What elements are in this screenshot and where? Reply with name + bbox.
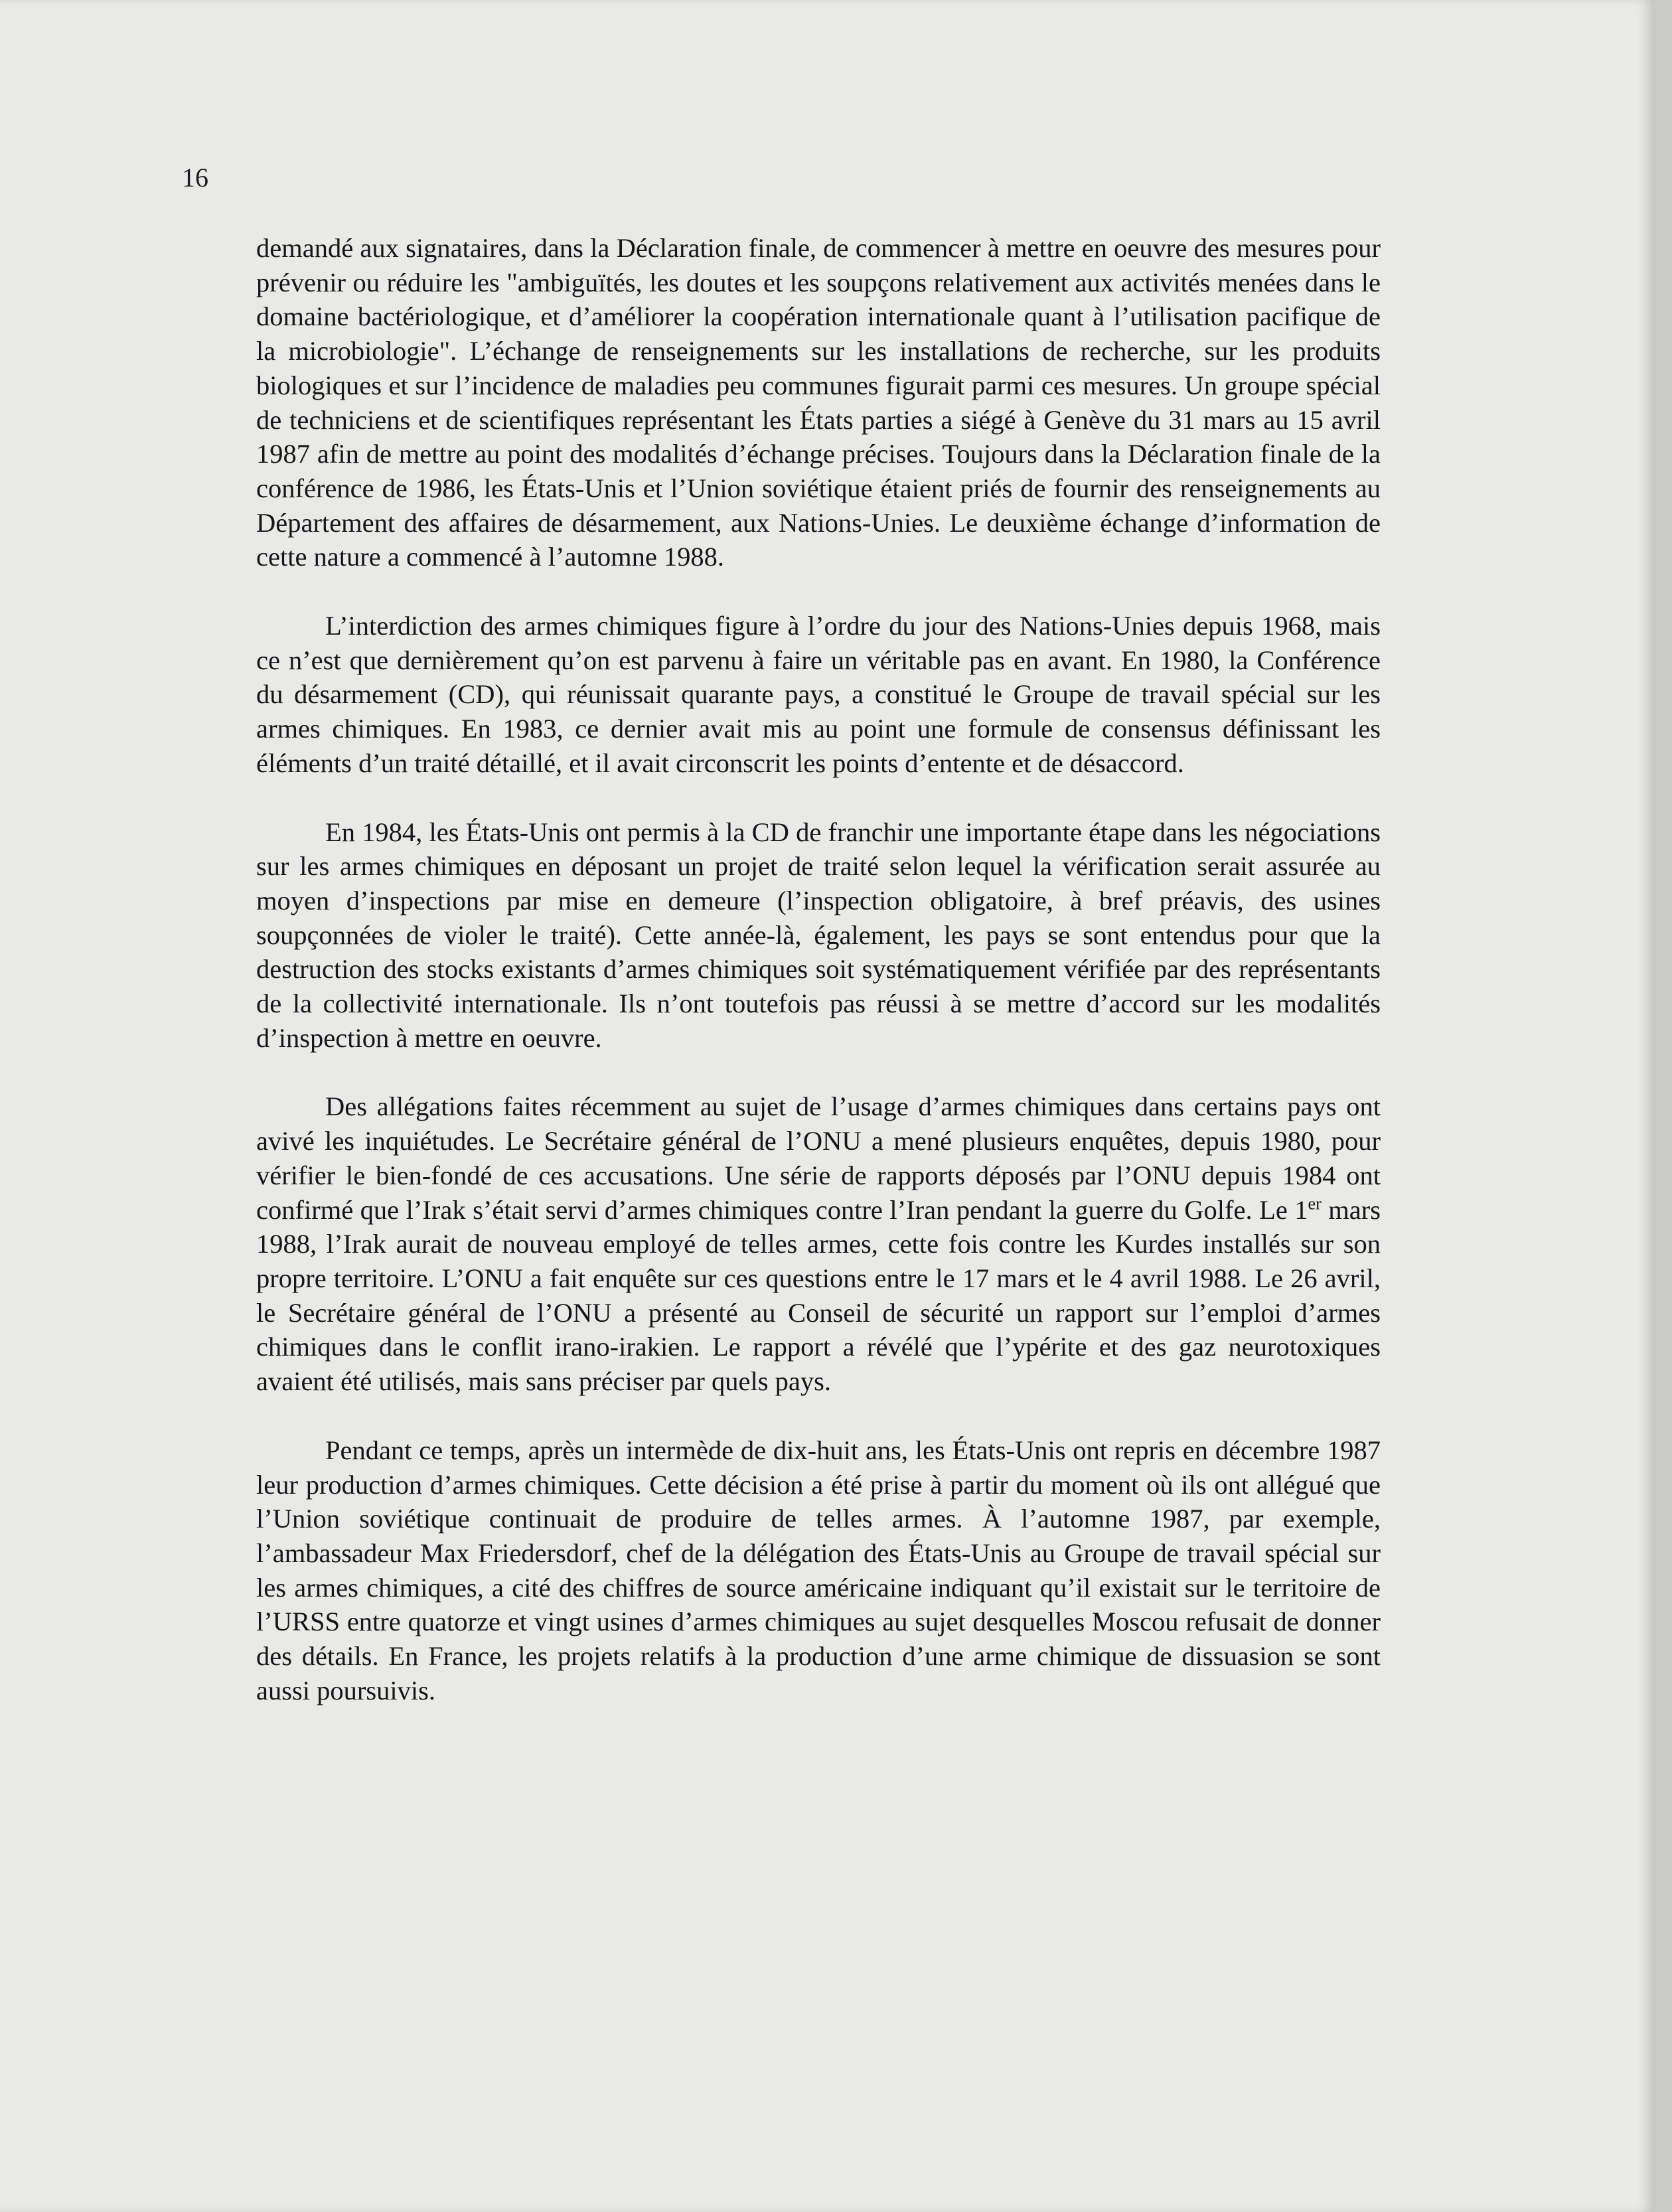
- paragraph-4-text-before: Des allégations faites récemment au sujet de l’usage d’armes chimiques dans certains pays ont avivé les inquiétudes. Le Secrétaire général de l’ONU a mené plusieurs enquêtes, depuis 1980, pour vérifier le bien-fondé de ces accusations. Une série de rapports déposés par l’ONU depuis 1984 ont confirmé que l’Irak s’était servi d’armes chimiques contre l’Iran pendant la guerre du Golfe. Le 1: [256, 1091, 1381, 1225]
- paragraph-4-text-after: mars 1988, l’Irak aurait de nouveau employé de telles armes, cette fois contre les Kurdes installés sur son propre territoire. L’ONU a fait enquête sur ces questions entre le 17 mars et le 4 avril 1988. Le 26 avril, le Secrétaire général de l’ONU a présenté au Conseil de sécurité un rapport sur l’emploi d’armes chimiques dans le conflit irano-irakien. Le rapport a révélé que l’ypérite et des gaz neurotoxiques avaient été utilisés, mais sans préciser par quels pays.: [256, 1194, 1381, 1397]
- page-number: 16: [182, 163, 208, 193]
- paragraph-4: [256, 1089, 1381, 1398]
- body-text: [256, 231, 1381, 1742]
- paragraph-5: Pendant ce temps, après un intermède de dix-huit ans, les États-Unis ont repris en décembre 1987 leur production d’armes chimiques. Cette décision a été prise à partir du moment où ils ont allégué que l’Union soviétique continuait de produire de telles armes. À l’automne 1987, par exemple, l’ambassadeur Max Friedersdorf, chef de la délégation des États-Unis au Groupe de travail spécial sur les armes chimiques, a cité des chiffres de source américaine indiquant qu’il existait sur le territoire de l’URSS entre quatorze et vingt usines d’armes chimiques au sujet desquelles Moscou refusait de donner des détails. En France, les projets relatifs à la production d’une arme chimique de dissuasion se sont aussi poursuivis.: [256, 1435, 1381, 1705]
- ordinal-superscript: er: [1308, 1194, 1322, 1214]
- paragraph-3: En 1984, les États-Unis ont permis à la CD de franchir une importante étape dans les négociations sur les armes chimiques en déposant un projet de traité selon lequel la vérification serait assurée au moyen d’inspections par mise en demeure (l’inspection obligatoire, à bref préavis, des usines soupçonnées de violer le traité). Cette année-là, également, les pays se sont entendus pour que la destruction des stocks existants d’armes chimiques soit systématiquement vérifiée par des représentants de la collectivité internationale. Ils n’ont toutefois pas réussi à se mettre d’accord sur les modalités d’inspection à mettre en oeuvre.: [256, 817, 1381, 1053]
- paragraph-2: L’interdiction des armes chimiques figure à l’ordre du jour des Nations-Unies depuis 1968, mais ce n’est que dernièrement qu’on est parvenu à faire un véritable pas en avant. En 1980, la Conférence du désarmement (CD), qui réunissait quarante pays, a constitué le Groupe de travail spécial sur les armes chimiques. En 1983, ce dernier avait mis au point une formule de consensus définissant les éléments d’un traité détaillé, et il avait circonscrit les points d’entente et de désaccord.: [256, 611, 1381, 778]
- paragraph-1: demandé aux signataires, dans la Déclaration finale, de commencer à mettre en oeuvre des mesures pour prévenir ou réduire les "ambiguïtés, les doutes et les soupçons relativement aux activités menées dans le domaine bactériologique, et d’améliorer la coopération internationale quant à l’utilisation pacifique de la microbiologie". L’échange de renseignements sur les installations de recherche, sur les produits biologiques et sur l’incidence de maladies peu communes figurait parmi ces mesures. Un groupe spécial de techniciens et de scientifiques représentant les États parties a siégé à Genève du 31 mars au 15 avril 1987 afin de mettre au point des modalités d’échange précises. Toujours dans la Déclaration finale de la conférence de 1986, les États-Unis et l’Union soviétique étaient priés de fournir des renseignements au Département des affaires de désarmement, aux Nations-Unies. Le deuxième échange d’information de cette nature a commencé à l’automne 1988.: [256, 233, 1381, 572]
